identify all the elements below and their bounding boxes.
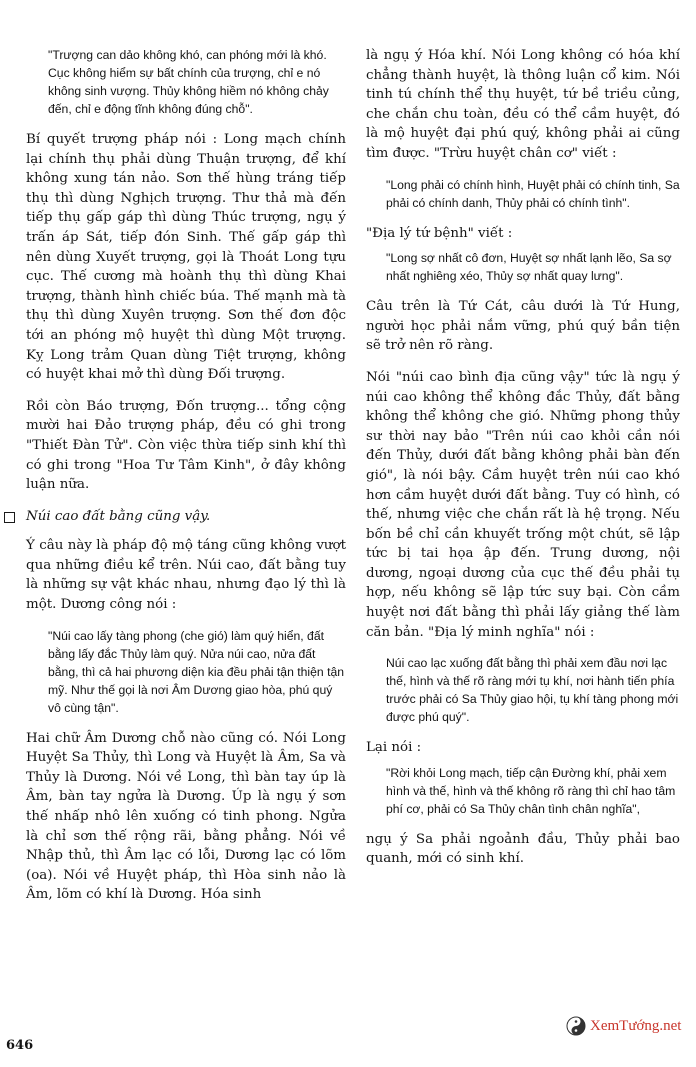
quote-block: "Long sợ nhất cô đơn, Huyệt sợ nhất lạnh lẽo, Sa sợ nhất nghiêng xéo, Thủy sợ nhất quay lưng". bbox=[386, 251, 672, 284]
paragraph: ngụ ý Sa phải ngoảnh đầu, Thủy phải bao quanh, mới có sinh khí. bbox=[366, 831, 680, 867]
square-bullet-icon bbox=[4, 512, 15, 523]
paragraph: Nói "núi cao bình địa cũng vậy" tức là ngụ ý núi cao không thể không đắc Thủy, đất bằng không thể không che gió. Những phong thủy sư thời nay bảo "Trên núi cao khỏi cần nói đến Thủy, dưới đất bằng không phải bàn đến gió", là nói bậy. Cầm huyệt trên núi cao khó hơn cầm huyệt dưới đất bằng. Tuy có hình, có thế, nhưng việc che chắn rất là hệ trọng. Nếu bốn bề chỉ cần khuyết trống một chút, sẽ lập tức bị tai họa ập đến. Trung dương, nội dương, ngoại dương của cục thế đều phải tụ hợp, nếu không sẽ lập tức suy bại. Còn cầm huyệt nơi đất bằng thì phải lấy giảng thế làm căn bản. "Địa lý minh nghĩa" nói : bbox=[366, 369, 680, 640]
quote-block: "Rời khỏi Long mạch, tiếp cận Đường khí, phải xem hình và thế, hình và thế không rõ ràng thì chỉ hao tâm phí cơ, phải có Sa Thủy chân tình chân nghĩa", bbox=[386, 765, 676, 816]
left-column bbox=[26, 46, 346, 917]
paragraph: Câu trên là Tứ Cát, câu dưới là Tứ Hung, người học phải nắm vững, phú quý bần tiện sẽ trở nên rõ ràng. bbox=[366, 299, 680, 354]
right-column bbox=[366, 46, 680, 881]
paragraph: Bí quyết trượng pháp nói : Long mạch chính lại chính thụ phải dùng Thuận trượng, để khí không xung tán nảo. Sơn thế hùng tráng tiếp thụ thì dùng Nghịch trượng. Thư thả mà đến tiếp thụ gấp gáp thì dùng Thúc trượng, ngụ ý trấn áp Sát, tiếp đón Sinh. Thế gấp gáp thì nên dùng Xuyết trượng, gọi là Thoát Long tựu cục. Thế cương mà hoành thụ thì dùng Khai trượng, thành hình chiếc búa. Thế mạnh mà tà thụ thì dùng Xuyên trượng. Sơn thế đơn độc tới an phóng mộ huyệt thì dùng Một trượng. Kỵ Long trảm Quan dùng Tiệt trượng, không có huyệt khai mở thì dùng Đối trượng. bbox=[26, 132, 346, 383]
watermark-logo-text: XemTướng.net bbox=[590, 1017, 682, 1034]
quote-block: "Núi cao lấy tàng phong (che gió) làm quý hiển, đất bằng lấy đắc Thủy làm quý. Nửa núi cao, nửa đất bằng, thì cả hai phương diện kia đều phải tận thiện tận mỹ. Như thế gọi là nơi Âm Dương giao hòa, phú quý vô cùng tận". bbox=[48, 628, 345, 715]
paragraph: Rồi còn Báo trượng, Đốn trượng... tổng cộng mười hai Đảo trượng pháp, đều có ghi trong "Thiết Đàn Tử". Còn việc thừa tiếp sinh khí thì có ghi trong "Hoa Tư Tâm Kinh", ở đây không luận nữa. bbox=[26, 398, 346, 493]
quote-source-label: Lại nói : bbox=[366, 740, 422, 756]
quote-block: "Long phải có chính hình, Huyệt phải có chính tinh, Sa phải có chính danh, Thủy phải có chính tình". bbox=[386, 177, 680, 210]
section-heading bbox=[26, 507, 346, 527]
quote-block: Núi cao lạc xuống đất bằng thì phải xem đầu nơi lạc thế, hình và thế rõ ràng mới tụ khí, nơi hành tiến phía trước phải có Sa Thủy giao hội, tụ khí tàng phong mới được phú quý". bbox=[386, 656, 679, 725]
paragraph: Ý câu này là pháp độ mộ táng cũng không vượt qua những điều kể trên. Núi cao, đất bằng tuy là những sự vật khác nhau, nhưng đạo lý thì là một. Dương công nói : bbox=[26, 538, 346, 613]
section-heading-text: Núi cao đất bằng cũng vậy. bbox=[26, 508, 211, 524]
paragraph: là ngụ ý Hóa khí. Nói Long không có hóa khí chẳng thành huyệt, là thông luận cổ kim. Nói tinh tú chính thể thụ huyệt, tứ bề triều củng, che chắn chu toàn, đều có thể cầm huyệt, đó là mộ huyệt đại phú quý, không phải ai cũng tìm được. "Trừu huyệt chân cơ" viết : bbox=[366, 48, 680, 161]
page-number: 646 bbox=[6, 1038, 34, 1053]
quote-source-label: "Địa lý tứ bệnh" viết : bbox=[366, 225, 513, 241]
paragraph: Hai chữ Âm Dương chỗ nào cũng có. Nói Long Huyệt Sa Thủy, thì Long và Huyệt là Âm, Sa và Thủy là Dương. Nói về Long, thì bàn tay úp là Âm, bàn tay ngửa là Dương. Úp là ngụ ý sơn thế nhấp nhô lên xuống có tinh phong. Ngửa là chỉ sơn thế rộng rãi, bằng phẳng. Nói về Nhập thủ, thì Âm lạc có lỗi, Dương lạc có lõm (oa). Nói về Huyệt pháp, thì Hòa sinh nảo là Âm, lõm có khí là Dương. Hóa sinh bbox=[26, 730, 346, 903]
quote-block: "Trượng can dảo không khó, can phóng mới là khó. Cục không hiểm sự bất chính của trượng, chỉ e nó không sinh vượng. Thủy không hiềm nó không chảy đến, chỉ e động tĩnh không đúng chỗ". bbox=[48, 48, 329, 116]
watermark-logo bbox=[566, 1016, 681, 1036]
yin-yang-icon bbox=[566, 1016, 586, 1036]
